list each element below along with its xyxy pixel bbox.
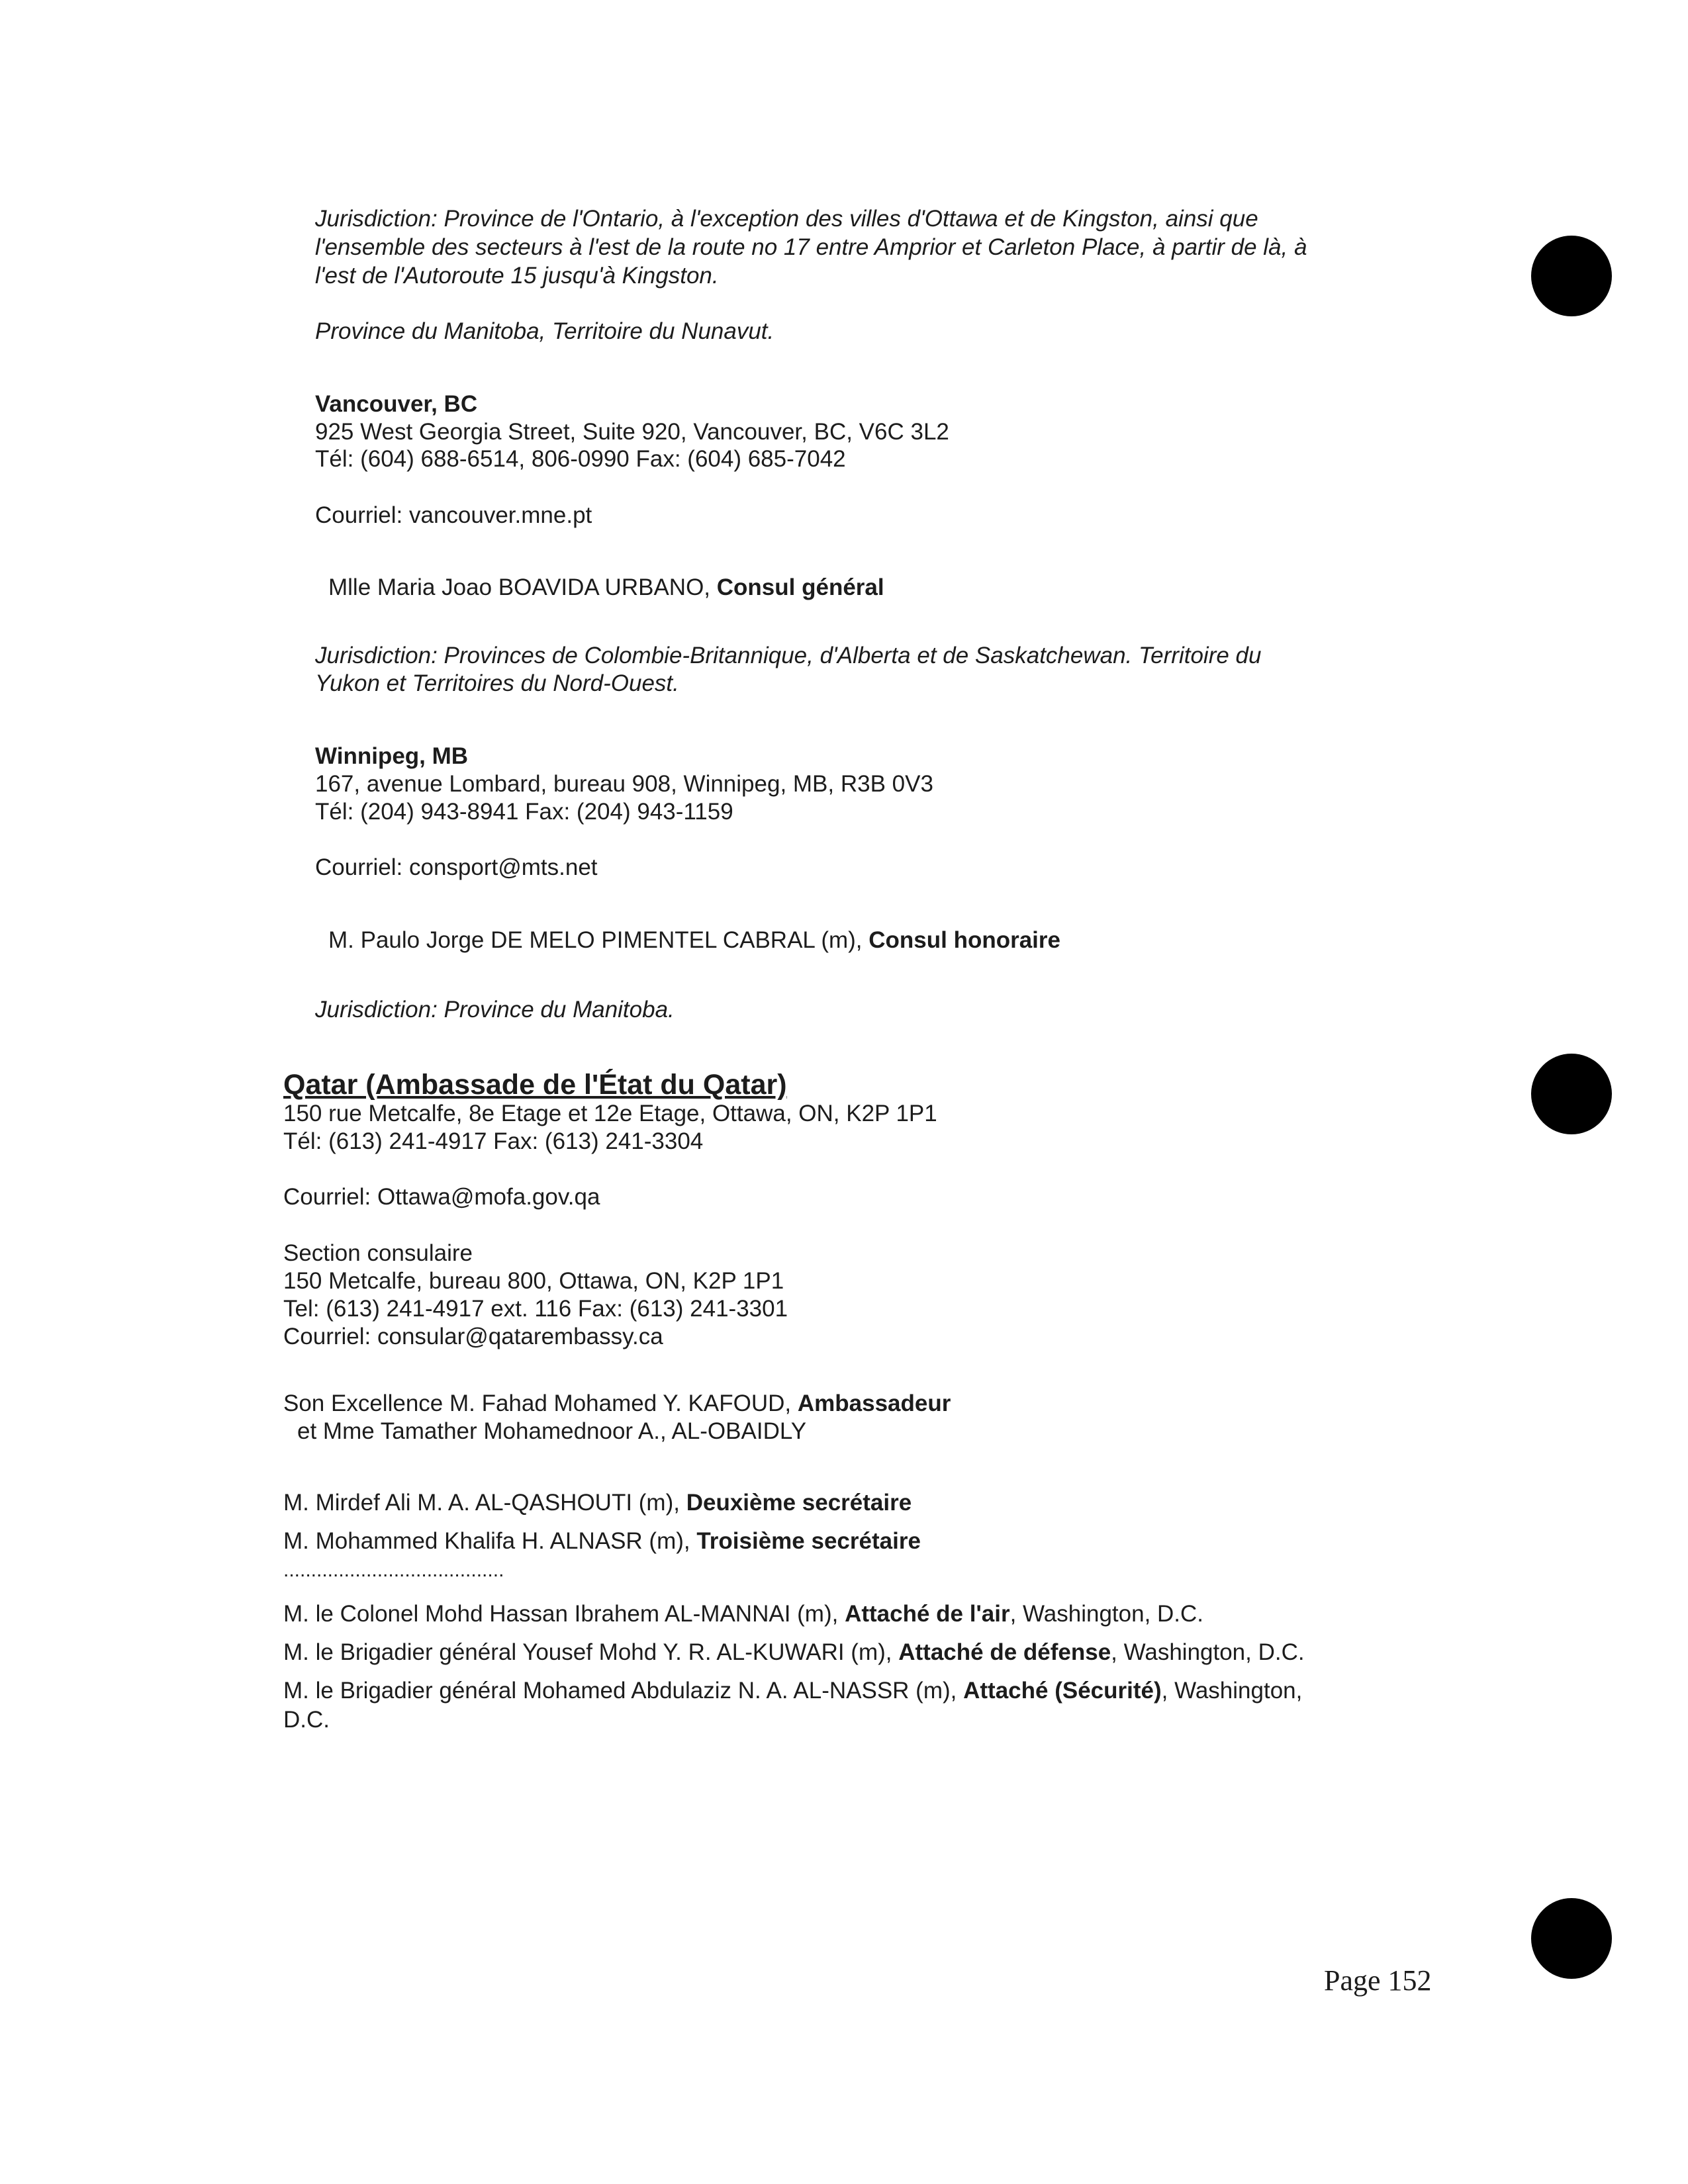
qatar-consular-label: Section consulaire <box>283 1240 473 1266</box>
vancouver-official <box>328 574 884 602</box>
vancouver-official-name: Mlle Maria Joao BOAVIDA URBANO, <box>328 574 711 600</box>
qatar-consular-email: Courriel: consular@qatarembassy.ca <box>283 1324 663 1349</box>
qatar-attache-3-location: , Washington, <box>1161 1678 1303 1704</box>
vancouver-official-title: Consul général <box>716 574 884 600</box>
qatar-consular-address: 150 Metcalfe, bureau 800, Ottawa, ON, K2P 1P1 <box>283 1268 784 1294</box>
qatar-attache-1-name: M. le Colonel Mohd Hassan Ibrahem AL-MANNAI (m), <box>283 1601 839 1627</box>
winnipeg-official <box>328 927 1060 954</box>
qatar-attache-2 <box>283 1639 1305 1666</box>
winnipeg-official-title: Consul honoraire <box>868 927 1060 953</box>
qatar-heading: Qatar (Ambassade de l'État du Qatar) <box>283 1069 787 1101</box>
winnipeg-official-name: M. Paulo Jorge DE MELO PIMENTEL CABRAL (m), <box>328 927 863 953</box>
winnipeg-phone: Tél: (204) 943-8941 Fax: (204) 943-1159 <box>315 799 733 825</box>
qatar-ambassador-name: Son Excellence M. Fahad Mohamed Y. KAFOUD, <box>283 1390 792 1416</box>
qatar-address: 150 rue Metcalfe, 8e Etage et 12e Etage, Ottawa, ON, K2P 1P1 <box>283 1101 937 1126</box>
jurisdiction-manitoba-nunavut: Province du Manitoba, Territoire du Nunavut. <box>315 318 774 344</box>
qatar-attache-2-location: , Washington, D.C. <box>1111 1639 1305 1665</box>
qatar-ambassador-spouse: et Mme Tamather Mohamednoor A., AL-OBAIDLY <box>297 1418 807 1444</box>
punch-hole-bottom <box>1531 1898 1612 1979</box>
qatar-ambassador-title: Ambassadeur <box>797 1390 951 1416</box>
jurisdiction-ontario-line-1: Jurisdiction: Province de l'Ontario, à l'exception des villes d'Ottawa et de Kingston, ainsi que <box>315 206 1258 232</box>
qatar-staff-2-title: Troisième secrétaire <box>696 1528 921 1554</box>
punch-hole-top <box>1531 236 1612 316</box>
vancouver-address: 925 West Georgia Street, Suite 920, Vancouver, BC, V6C 3L2 <box>315 419 949 445</box>
qatar-phone: Tél: (613) 241-4917 Fax: (613) 241-3304 <box>283 1128 704 1154</box>
qatar-attache-3-wrap: D.C. <box>283 1707 330 1733</box>
qatar-email: Courriel: Ottawa@mofa.gov.qa <box>283 1184 600 1210</box>
page-number: Page 152 <box>1324 1964 1432 1997</box>
qatar-attache-2-name: M. le Brigadier général Yousef Mohd Y. R. AL-KUWARI (m), <box>283 1639 892 1665</box>
qatar-staff-1 <box>283 1489 912 1517</box>
vancouver-phone: Tél: (604) 688-6514, 806-0990 Fax: (604) 685-7042 <box>315 446 846 472</box>
vancouver-city: Vancouver, BC <box>315 391 478 417</box>
vancouver-jurisdiction-line-2: Yukon et Territoires du Nord-Ouest. <box>315 670 679 696</box>
punch-hole-middle <box>1531 1054 1612 1134</box>
qatar-attache-1 <box>283 1600 1203 1628</box>
qatar-staff-1-name: M. Mirdef Ali M. A. AL-QASHOUTI (m), <box>283 1490 680 1516</box>
qatar-staff-1-title: Deuxième secrétaire <box>686 1490 912 1516</box>
qatar-attache-3-name: M. le Brigadier général Mohamed Abdulaziz N. A. AL-NASSR (m), <box>283 1678 957 1704</box>
qatar-attache-1-title: Attaché de l'air <box>845 1601 1010 1627</box>
vancouver-jurisdiction-line-1: Jurisdiction: Provinces de Colombie-Britannique, d'Alberta et de Saskatchewan. Territoire du <box>315 643 1262 668</box>
qatar-staff-2-name: M. Mohammed Khalifa H. ALNASR (m), <box>283 1528 690 1554</box>
qatar-attache-3-title: Attaché (Sécurité) <box>963 1678 1162 1704</box>
qatar-attache-2-title: Attaché de défense <box>898 1639 1111 1665</box>
jurisdiction-ontario-line-2: l'ensemble des secteurs à l'est de la route no 17 entre Amprior et Carleton Place, à partir de là, à <box>315 234 1307 260</box>
qatar-consular-phone: Tel: (613) 241-4917 ext. 116 Fax: (613) 241-3301 <box>283 1296 788 1322</box>
qatar-ambassador <box>283 1390 951 1418</box>
qatar-attache-3 <box>283 1677 1302 1705</box>
qatar-separator: ........................................ <box>283 1559 504 1581</box>
winnipeg-email: Courriel: consport@mts.net <box>315 854 598 880</box>
winnipeg-address: 167, avenue Lombard, bureau 908, Winnipeg, MB, R3B 0V3 <box>315 771 933 797</box>
qatar-staff-2 <box>283 1527 921 1555</box>
jurisdiction-ontario-line-3: l'est de l'Autoroute 15 jusqu'à Kingston. <box>315 263 719 289</box>
qatar-attache-1-location: , Washington, D.C. <box>1009 1601 1204 1627</box>
winnipeg-city: Winnipeg, MB <box>315 743 469 769</box>
vancouver-email: Courriel: vancouver.mne.pt <box>315 502 592 528</box>
winnipeg-jurisdiction: Jurisdiction: Province du Manitoba. <box>315 997 675 1023</box>
